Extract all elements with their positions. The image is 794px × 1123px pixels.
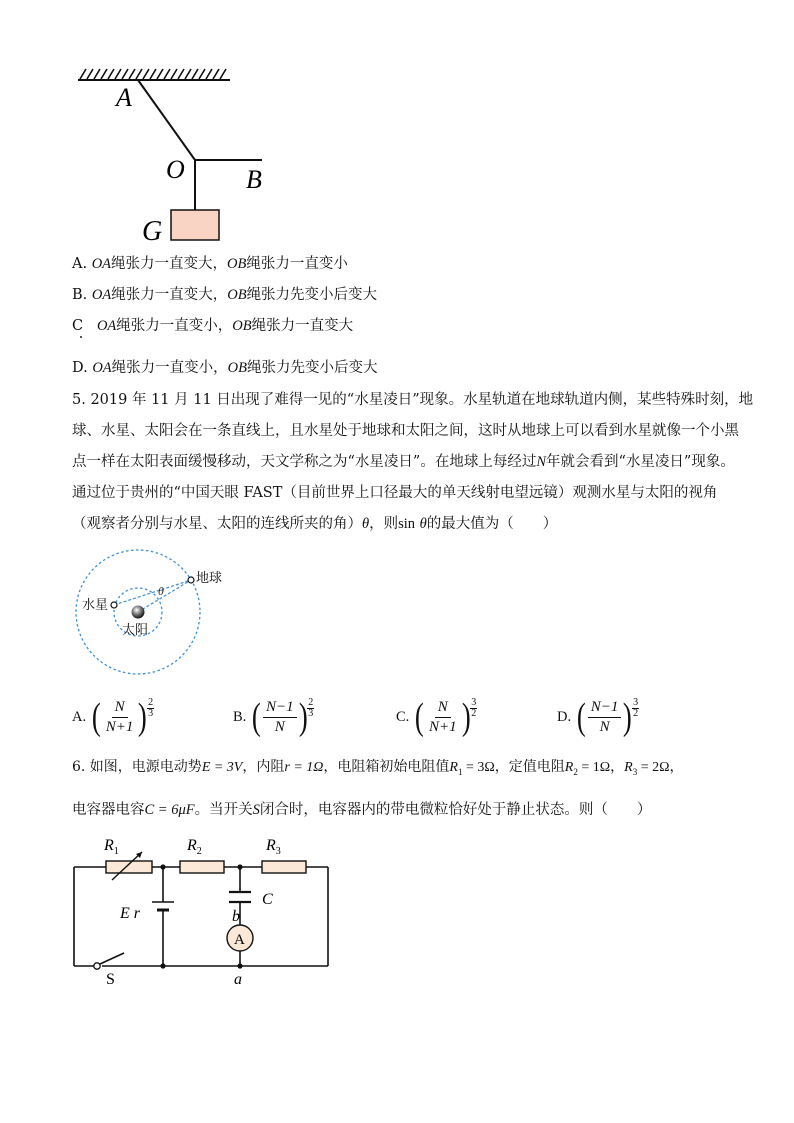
sun-label: 太阳 (122, 623, 149, 638)
label-r2: $R_2$ (187, 837, 202, 857)
sun-line (138, 580, 191, 612)
resistor-r2 (180, 861, 224, 873)
q5-line-4: 通过位于贵州的“中国天眼 FAST（目前世界上口径最大的单天线射电望远镜）观测水星与太阳的视角 (72, 485, 718, 501)
q4-option-a[interactable]: A. OA绳张力一直变大，OB绳张力一直变小 (72, 256, 348, 272)
resistor-r1 (106, 861, 152, 873)
mercury (111, 602, 117, 608)
switch-contact (94, 963, 100, 969)
q5-option-b[interactable]: B. ( $\frac{N-1}{N}$ ) 2 3 (233, 696, 314, 738)
q5-option-d[interactable]: D. ( $\frac{N-1}{N}$ ) 3 2 (557, 696, 639, 738)
ammeter-label: A (234, 932, 245, 948)
earth (188, 577, 194, 583)
label-g: G (142, 216, 163, 247)
mercury-label: 水星 (82, 598, 109, 613)
string-oa (138, 80, 195, 160)
q5-line-2: 球、水星、太阳会在一条直线上，且水星处于地球和太阳之间，这时从地球上可以看到水星就像一个小黑 (72, 423, 739, 439)
q5-option-a[interactable]: A. ( $\frac{N}{N+1}$ ) 2 3 (72, 696, 154, 738)
sun (132, 606, 145, 619)
angle-theta: θ (158, 584, 164, 598)
junction-dot (237, 864, 242, 869)
figure-orbits (72, 548, 223, 678)
stray-dot (80, 336, 82, 338)
q4-option-c[interactable]: C OA绳张力一直变小，OB绳张力一直变大 (72, 318, 354, 334)
q5-line-5: （观察者分别与水星、太阳的连线所夹的角）θ，则sin θ的最大值为（ ） (72, 516, 558, 532)
junction-dot (237, 963, 242, 968)
label-a: a (234, 971, 242, 988)
junction-dot (160, 963, 165, 968)
label-b: b (232, 908, 240, 925)
q5-option-c[interactable]: C. ( $\frac{N}{N+1}$ ) 3 2 (396, 696, 477, 738)
q4-option-b[interactable]: B. OA绳张力一直变大，OB绳张力先变小后变大 (72, 287, 378, 303)
label-o: O (166, 155, 185, 184)
label-a: A (116, 83, 132, 112)
label-s: S (106, 971, 115, 988)
ceiling-hatch (80, 69, 226, 79)
label-er: E r (120, 905, 140, 922)
figure-circuit (66, 830, 346, 995)
q5-line-3: 点一样在太阳表面缓慢移动，天文学称之为“水星凌日”。在地球上每经过N年就会看到“水星凌日”现象。 (72, 454, 735, 470)
label-r1: $R_1$ (104, 837, 119, 857)
label-c: C (262, 891, 273, 908)
label-r3: $R_3$ (266, 837, 281, 857)
weight-block (171, 210, 219, 240)
junction-dot (160, 864, 165, 869)
sight-line (114, 580, 191, 605)
q6-line-1: 6. 如图，电源电动势E = 3V，内阻r = 1Ω，电阻箱初始电阻值$R_1 = 3\Omega$，定值电阻$R_2 = 1\Omega$，$R_3 = 2\Omega$， (72, 759, 684, 777)
label-b: B (246, 165, 262, 194)
earth-label: 地球 (196, 571, 223, 586)
q5-line-1: 5. 2019 年 11 月 11 日出现了难得一见的“水星凌日”现象。水星轨道在地球轨道内侧，某些特殊时刻，地 (72, 392, 754, 408)
q4-option-d[interactable]: D. OA绳张力一直变小，OB绳张力先变小后变大 (72, 360, 378, 376)
figure-oa-ob (70, 60, 280, 250)
q6-line-2: 电容器电容C = 6μF。当开关S闭合时，电容器内的带电微粒恰好处于静止状态。则（ ） (72, 802, 652, 818)
resistor-r3 (262, 861, 306, 873)
